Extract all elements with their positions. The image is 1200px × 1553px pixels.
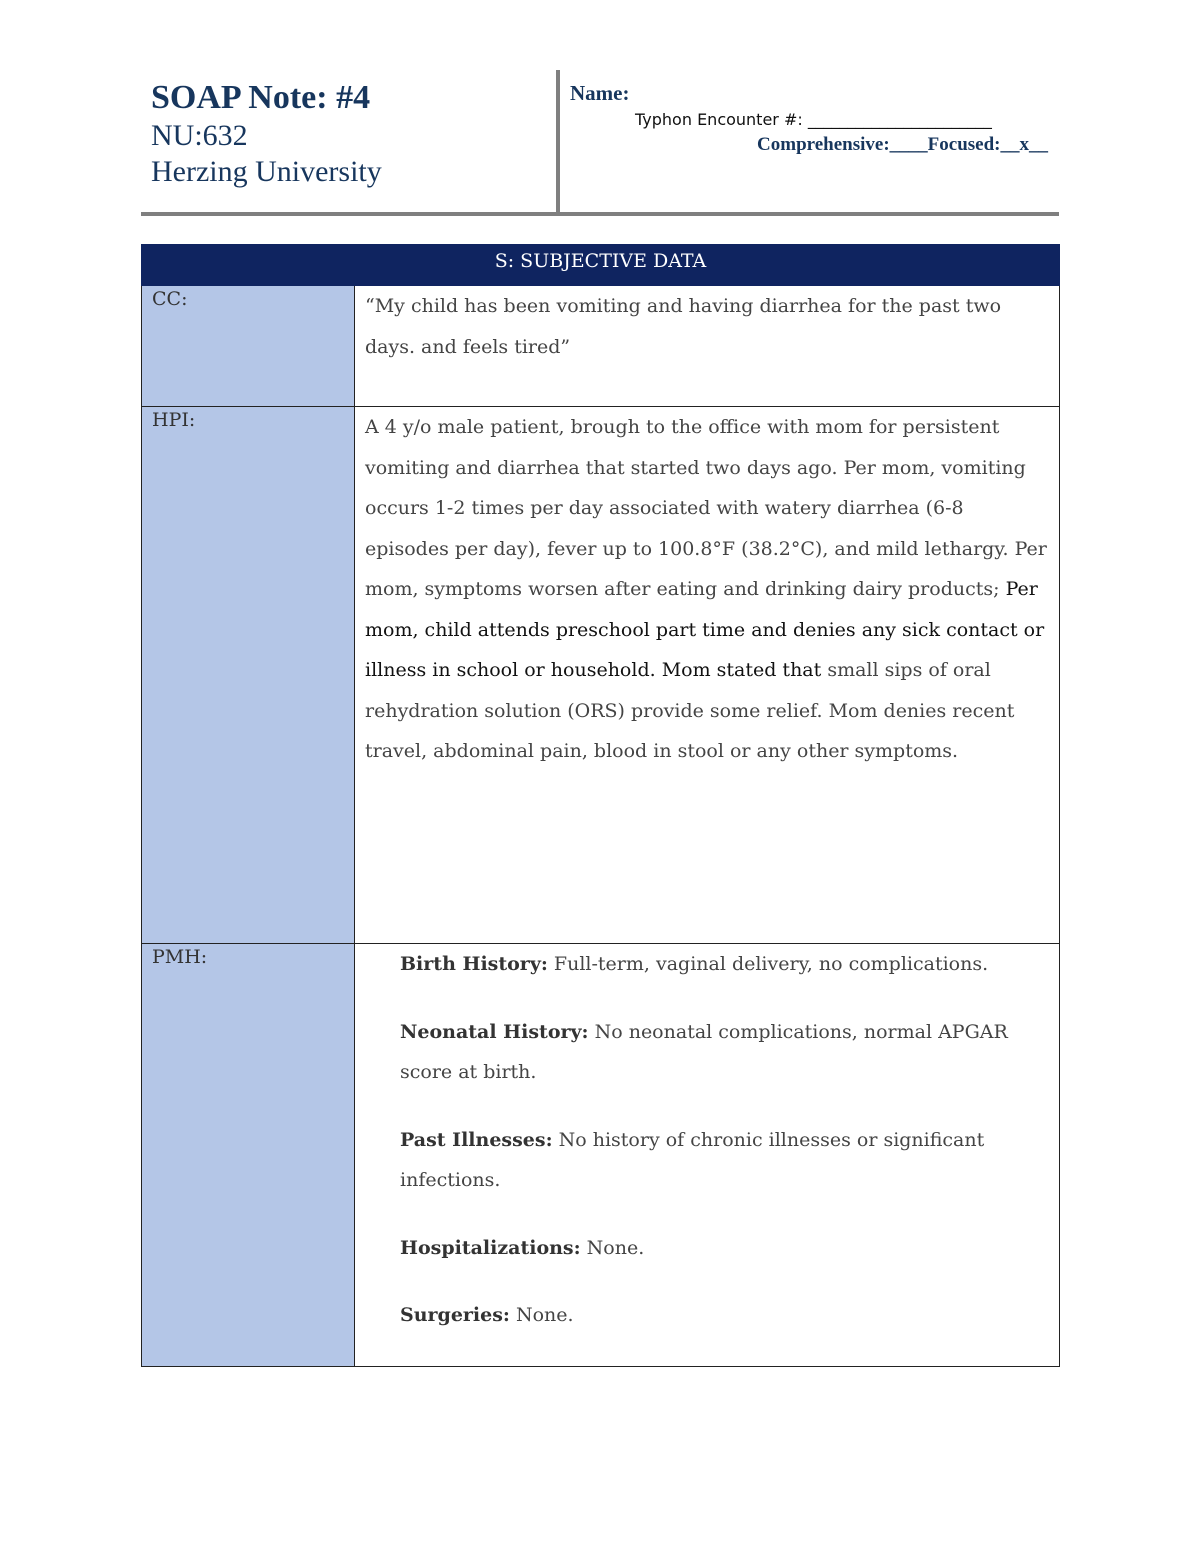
note-title: SOAP Note: #4 (151, 79, 371, 116)
focused-label: Focused: (927, 134, 1001, 155)
pmh-heading: Birth History: (400, 953, 548, 975)
pmh-heading: Past Illnesses: (400, 1128, 553, 1151)
pmh-content (355, 944, 1060, 1367)
pmh-text: No history of chronic illnesses or significant infections. (400, 1128, 985, 1191)
cc-text: “My child has been vomiting and having diarrhea for the past two days. and feels tired” (355, 286, 1060, 407)
hpi-text-part1: A 4 y/o male patient, brough to the office with mom for persistent vomiting and diarrhea that started two days ago. Per mom, vomiting occurs 1-2 times per day associated with watery diarrhea (6-8 episodes per day), fever up to 100.8°F (38.2°C), and mild lethargy. Per mom, symptoms worsen after eating and drinking dairy products; (365, 416, 1047, 600)
pmh-list (365, 944, 1049, 1336)
pmh-item-neonatal-history (400, 1012, 1049, 1093)
hpi-text-part3: small sips of oral rehydration solution (ORS) provide some relief. Mom denies recent travel, abdominal pain, blood in stool or any other symptoms. (365, 659, 1015, 762)
cc-label: CC: (142, 286, 355, 407)
course-code: NU:632 (151, 119, 248, 152)
focused-value: __x__ (1000, 134, 1048, 155)
hpi-text (355, 407, 1060, 944)
name-label: Name: (570, 81, 630, 105)
header-vertical-divider (556, 70, 560, 215)
pmh-text: None. (580, 1236, 645, 1259)
comprehensive-label: Comprehensive: (757, 134, 890, 155)
pmh-item-past-illnesses (400, 1120, 1049, 1201)
typhon-encounter (635, 106, 1050, 134)
cc-row (142, 286, 1060, 407)
comprehensive-value: ____ (889, 134, 928, 155)
pmh-text: None. (509, 1304, 574, 1326)
pmh-text: Full-term, vaginal delivery, no complications. (547, 953, 989, 975)
pmh-item-surgeries (400, 1295, 1049, 1336)
header-left (151, 78, 382, 190)
pmh-heading: Surgeries: (400, 1304, 510, 1326)
pmh-heading: Neonatal History: (400, 1020, 589, 1043)
header-horizontal-divider (141, 212, 1059, 216)
university-name: Herzing University (151, 155, 382, 188)
pmh-item-hospitalizations (400, 1228, 1049, 1269)
hpi-text-part2: Per mom, child attends preschool part time and denies any sick contact or illness in school or household. Mom stated that (365, 578, 1045, 681)
pmh-row (142, 944, 1060, 1367)
pmh-label: PMH: (142, 944, 355, 1367)
section-header: S: SUBJECTIVE DATA (142, 245, 1060, 286)
pmh-heading: Hospitalizations: (400, 1236, 581, 1259)
hpi-row (142, 407, 1060, 944)
visit-type (570, 134, 1050, 156)
pmh-item-birth-history (400, 944, 1049, 985)
typhon-blank: _______________________ (807, 110, 992, 129)
header-right (570, 80, 1050, 156)
typhon-label: Typhon Encounter #: (635, 110, 803, 129)
pmh-text: No neonatal complications, normal APGAR score at birth. (400, 1020, 1008, 1083)
hpi-label: HPI: (142, 407, 355, 944)
subjective-table (141, 244, 1060, 1367)
